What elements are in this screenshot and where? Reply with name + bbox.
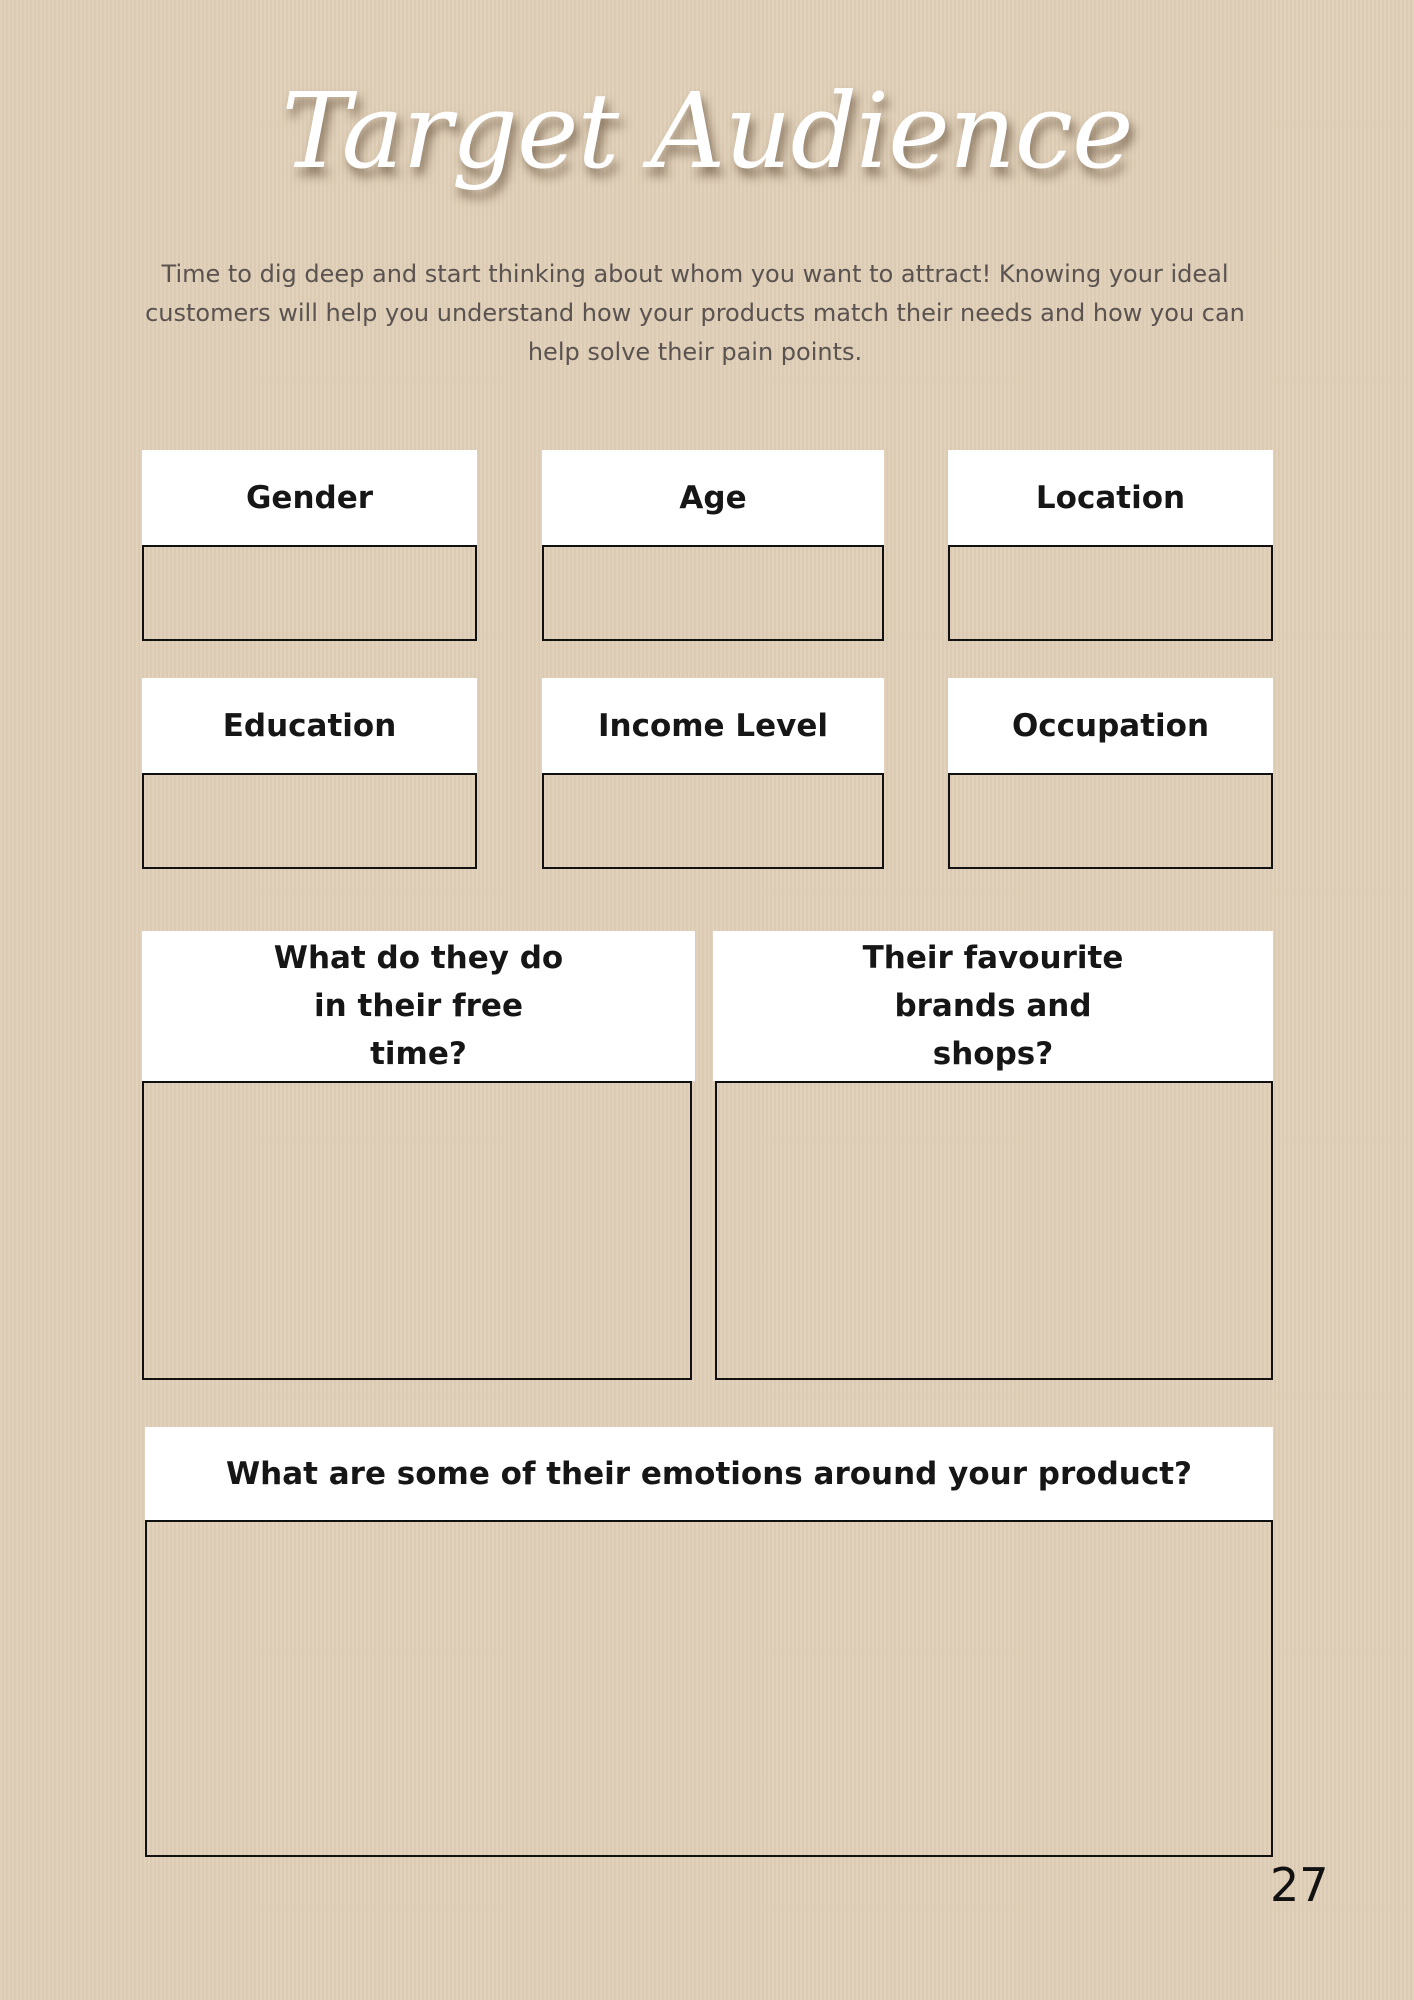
age-label: Age	[542, 450, 884, 545]
brands-field[interactable]	[715, 1081, 1273, 1380]
income-level-label: Income Level	[542, 678, 884, 773]
gender-field[interactable]	[142, 545, 477, 641]
emotions-label: What are some of their emotions around your product?	[145, 1427, 1273, 1520]
intro-text: Time to dig deep and start thinking about whom you want to attract! Knowing your ideal customers will help you understand how your products match their needs and how you can help solve their pain points.	[145, 260, 1245, 366]
free-time-field[interactable]	[142, 1081, 692, 1380]
education-label: Education	[142, 678, 477, 773]
location-field[interactable]	[948, 545, 1273, 641]
gender-label: Gender	[142, 450, 477, 545]
age-field[interactable]	[542, 545, 884, 641]
occupation-label: Occupation	[948, 678, 1273, 773]
location-label: Location	[948, 450, 1273, 545]
page-number: 27	[1270, 1858, 1329, 1912]
emotions-field[interactable]	[145, 1520, 1273, 1857]
page-title: Target Audience	[281, 70, 1133, 192]
income-level-field[interactable]	[542, 773, 884, 869]
occupation-field[interactable]	[948, 773, 1273, 869]
education-field[interactable]	[142, 773, 477, 869]
free-time-label: What do they do in their free time?	[142, 931, 695, 1081]
brands-label: Their favourite brands and shops?	[713, 931, 1273, 1081]
